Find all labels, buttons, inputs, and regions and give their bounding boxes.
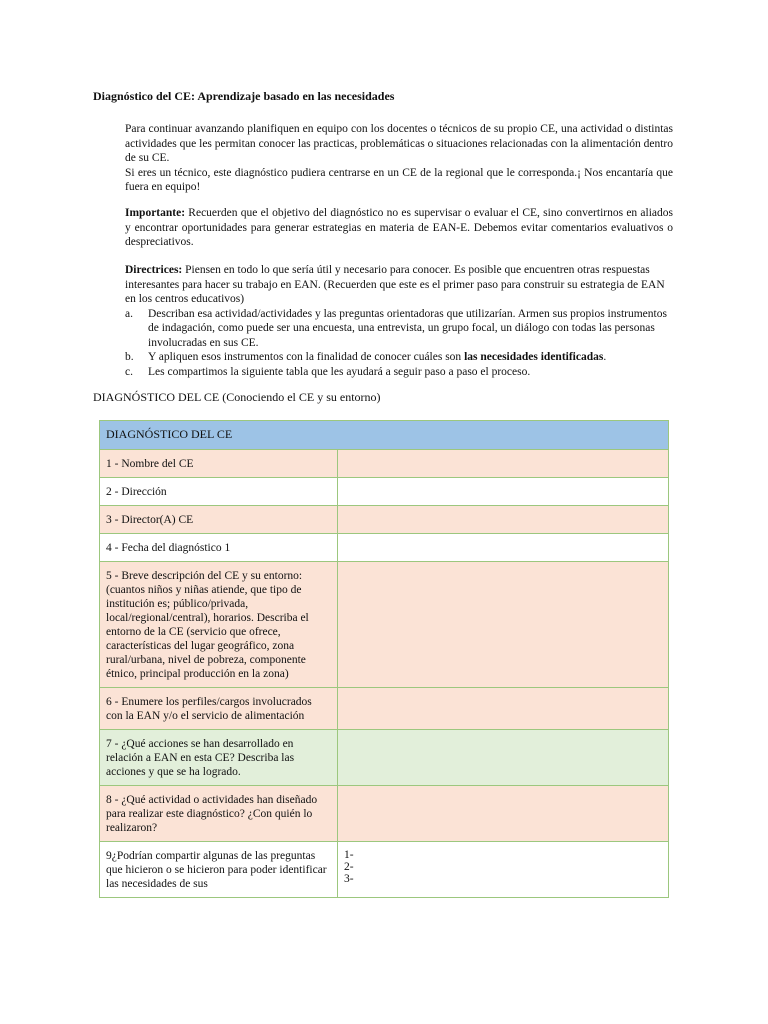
answer-cell[interactable] — [338, 786, 669, 842]
importante-text: Recuerden que el objetivo del diagnóstico no es supervisar o evaluar el CE, sino convertirnos en aliados y encontrar oportunidades para generar estrategias en materia de EAN-E. Debemos evitar comentarios evaluativos o despreciativos. — [125, 207, 673, 248]
list-item-text-end: . — [603, 351, 607, 363]
section-heading: DIAGNÓSTICO DEL CE (Conociendo el CE y su entorno) — [93, 390, 381, 404]
intro-block — [125, 122, 673, 195]
answer-line: 2- — [344, 861, 354, 873]
table-row — [100, 478, 669, 506]
intro-paragraph-2: Si eres un técnico, este diagnóstico pudiera centrarse en un CE de la regional que le corresponda.¡ Nos encantaría que fuera en equipo! — [125, 166, 673, 193]
importante-block — [125, 206, 673, 250]
importante-label: Importante: — [125, 207, 186, 219]
document-title: Diagnóstico del CE: Aprendizaje basado en las necesidades — [93, 89, 395, 103]
question-cell: 7 - ¿Qué acciones se han desarrollado en relación a EAN en esta CE? Describa las acciones y que se ha logrado. — [100, 730, 338, 786]
question-cell: 1 - Nombre del CE — [100, 450, 338, 478]
question-cell: 2 - Dirección — [100, 478, 338, 506]
directrices-list — [125, 307, 673, 380]
question-cell: 9¿Podrían compartir algunas de las preguntas que hicieron o se hicieron para poder identificar las necesidades de sus — [100, 842, 338, 898]
list-item-text: Y apliquen esos instrumentos con la finalidad de conocer cuáles son — [148, 351, 465, 363]
answer-cell[interactable] — [338, 688, 669, 730]
table-row — [100, 842, 669, 898]
table-row — [100, 562, 669, 688]
directrices-block — [125, 263, 673, 379]
list-marker: c. — [125, 365, 133, 378]
list-item-text: Les compartimos la siguiente tabla que les ayudará a seguir paso a paso el proceso. — [148, 365, 531, 378]
answer-cell[interactable] — [338, 562, 669, 688]
table-header-row — [100, 421, 669, 450]
directrices-label: Directrices: — [125, 264, 183, 276]
list-item — [125, 365, 673, 380]
table-row — [100, 506, 669, 534]
question-cell: 6 - Enumere los perfiles/cargos involucrados con la EAN y/o el servicio de alimentación — [100, 688, 338, 730]
answer-line: 1- — [344, 849, 354, 861]
directrices-paragraph — [125, 263, 673, 307]
table-row — [100, 688, 669, 730]
table-row — [100, 730, 669, 786]
list-item — [125, 307, 673, 351]
table-row — [100, 786, 669, 842]
table-header: DIAGNÓSTICO DEL CE — [100, 421, 669, 450]
list-marker: a. — [125, 307, 133, 320]
answer-cell[interactable] — [338, 478, 669, 506]
list-item-text: Describan esa actividad/actividades y las preguntas orientadoras que utilizarían. Armen sus propios instrumentos de indagación, como puede ser una encuesta, una entrevista, un grupo focal, un diálogo con todas las personas involucradas en sus CE. — [148, 307, 667, 349]
answer-line: 3- — [344, 873, 354, 885]
directrices-text: Piensen en todo lo que sería útil y necesario para conocer. Es posible que encuentren otras respuestas interesantes para hacer su trabajo en EAN. (Recuerden que este es el primer paso para construir su estrategia de EAN en los centros educativos) — [125, 264, 665, 305]
question-cell: 4 - Fecha del diagnóstico 1 — [100, 534, 338, 562]
answer-cell[interactable] — [338, 730, 669, 786]
table-row — [100, 534, 669, 562]
list-item — [125, 350, 673, 365]
question-cell: 5 - Breve descripción del CE y su entorno: (cuantos niños y niñas atiende, que tipo de institución es; público/privada, local/regional/central), horarios. Describa el entorno de la CE (servicio que ofrece, características del lugar geográfico, zona rural/urbana, nivel de pobreza, componente étnico, principal producción en la zona) — [100, 562, 338, 688]
diagnostic-table — [99, 420, 669, 898]
answer-cell[interactable] — [338, 506, 669, 534]
answer-cell[interactable] — [338, 534, 669, 562]
question-cell: 3 - Director(A) CE — [100, 506, 338, 534]
list-marker: b. — [125, 351, 134, 363]
intro-paragraph-1: Para continuar avanzando planifiquen en equipo con los docentes o técnicos de su propio CE, una actividad o distintas actividades que les permitan conocer las practicas, problemáticas o situaciones relacionadas con la alimentación dentro de su CE. — [125, 123, 673, 164]
list-item-bold-text: las necesidades identificadas — [464, 351, 604, 363]
answer-cell[interactable] — [338, 842, 669, 898]
answer-cell[interactable] — [338, 450, 669, 478]
importante-paragraph — [125, 206, 673, 250]
table-row — [100, 450, 669, 478]
question-cell: 8 - ¿Qué actividad o actividades han diseñado para realizar este diagnóstico? ¿Con quién lo realizaron? — [100, 786, 338, 842]
